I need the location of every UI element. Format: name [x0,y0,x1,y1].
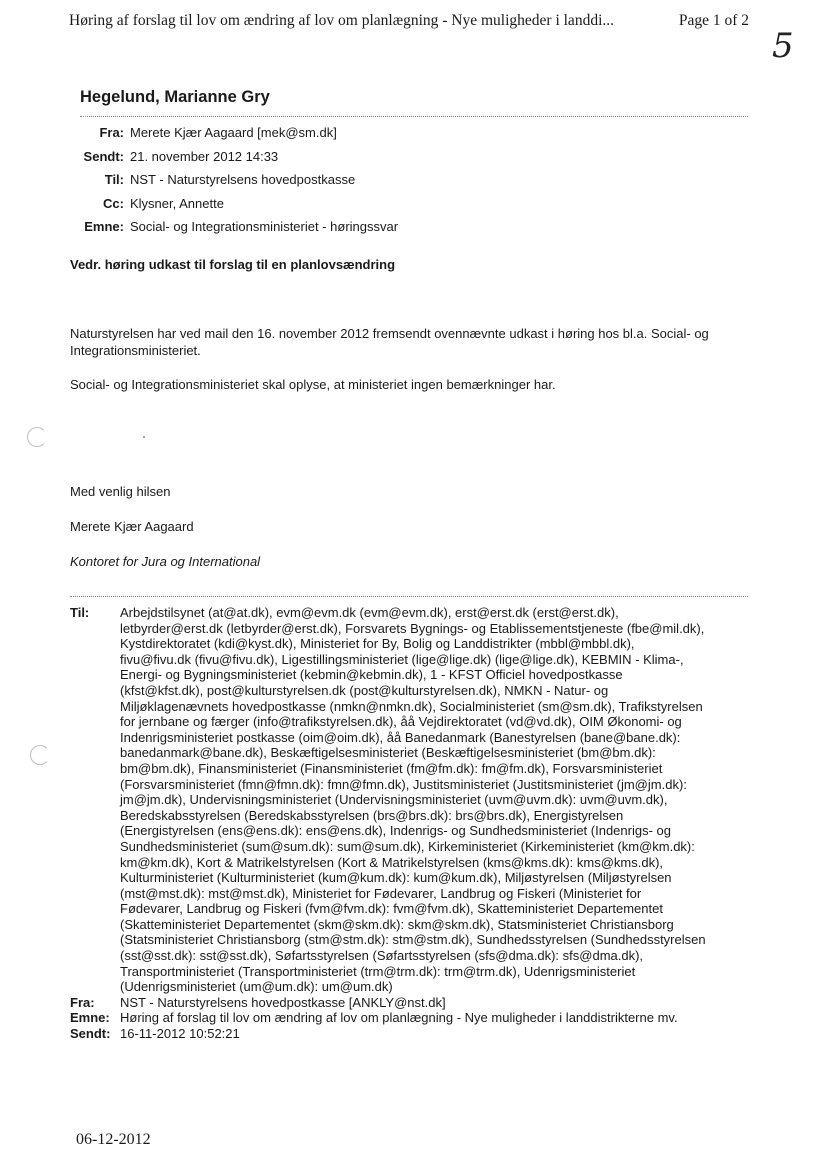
body-paragraph-2: Social- og Integrationsministeriet skal oplyse, at ministeriet ingen bemærkninger har. [70,377,556,392]
recipient-line: Fødevarer, Landbrug og Fiskeri (fvm@fvm.dk): fvm@fvm.dk), Skatteministeriet Departementet [120,901,663,917]
recipient-line: fivu@fivu.dk (fivu@fivu.dk), Ligestillingsministeriet (lige@lige.dk) (lige@lige.dk), KEBMIN - Klima-, [120,651,684,667]
forwarded-to-label: Til: [70,605,90,620]
greeting: Med venlig hilsen [70,484,171,499]
forwarded-sent-label: Sendt: [70,1026,111,1042]
cc-value: Klysner, Annette [130,195,224,211]
recipient-line: Beredskabsstyrelsen (Beredskabsstyrelsen (brs@brs.dk): brs@brs.dk), Energistyrelsen [120,807,624,823]
forwarded-sent-value: 16-11-2012 10:52:21 [120,1026,240,1042]
scan-speck [143,436,145,438]
recipient-line: Arbejdstilsynet (at@at.dk), evm@evm.dk (evm@evm.dk), erst@erst.dk (erst@erst.dk), [120,605,619,620]
footer-date: 06-12-2012 [76,1131,151,1148]
recipient-line: bm@bm.dk), Finansministeriet (Finansministeriet (fm@fm.dk): fm@fm.dk), Forsvarsministeriet [120,760,663,776]
to-value: NST - Naturstyrelsens hovedpostkasse [130,172,356,187]
message-subject-heading: Vedr. høring udkast til forslag til en planlovsændring [70,257,396,272]
from-value: Merete Kjær Aagaard [mek@sm.dk] [130,125,337,140]
recipient-line: Transportministeriet (Transportministeriet (trm@trm.dk): trm@trm.dk), Udenrigsministeriet [120,963,636,979]
recipient-line: letbyrder@erst.dk (letbyrder@erst.dk), Forsvarets Bygnings- og Etablissementstjeneste (fbe@mil.dk), [120,620,705,636]
recipient-line: Miljøklagenævnets hovedpostkasse (nmkn@nmkn.dk), Socialministeriet (sm@sm.dk), Trafikstyrelsen [120,698,703,714]
recipient-line: Kystdirektoratet (kdi@kyst.dk), Ministeriet for By, Bolig og Landdistrikter (mbbl@mbbl.dk), [120,636,635,652]
signature-name: Merete Kjær Aagaard [70,519,194,534]
subject-label: Emne: [84,219,124,234]
cc-label: Cc: [103,195,124,211]
recipient-line: Energi- og Bygningsministeriet (kebmin@kebmin.dk), 1 - KFST Officiel hovedpostkasse [120,667,623,683]
print-header-title: Høring af forslag til lov om ændring af lov om planlægning - Nye muligheder i landdi... [69,12,614,29]
sent-value: 21. november 2012 14:33 [130,148,279,164]
subject-value: Social- og Integrationsministeriet - høringssvar [130,219,399,234]
forwarded-subject-row [70,1010,760,1026]
recipient-line: jm@jm.dk), Undervisningsministeriet (Undervisningsministeriet (uvm@uvm.dk): uvm@uvm.dk), [120,792,668,808]
recipient-line: (Energistyrelsen (ens@ens.dk): ens@ens.dk), Indenrigs- og Sundhedsministeriet (Indenrigs- og [120,823,671,839]
recipient-line: (mst@mst.dk): mst@mst.dk), Ministeriet for Fødevarer, Landbrug og Fiskeri (Ministeriet for [120,885,642,901]
recipient-line: Sundhedsministeriet (sum@sum.dk): sum@sum.dk), Kirkeministeriet (Kirkeministeriet (km@km.dk): [120,838,695,854]
forwarded-from-row [70,995,760,1011]
to-label: Til: [104,172,124,187]
forwarded-header [70,605,760,1042]
email-cc-row [80,196,398,220]
recipient-line: Indenrigsministeriet postkasse (oim@oim.dk), åå Banedanmark (Banestyrelsen (bane@bane.dk): [120,729,681,745]
page-indicator: Page 1 of 2 [678,12,749,29]
recipient-line: (kfst@kfst.dk), post@kulturstyrelsen.dk (post@kulturstyrelsen.dk), NMKN - Natur- og [120,682,609,698]
punch-hole-mark [30,745,50,765]
recipient-line: banedanmark@bane.dk), Beskæftigelsesministeriet (Beskæftigelsesministeriet (bm@bm.dk): [120,745,656,761]
recipient-line: (Statsministeriet Christiansborg (stm@stm.dk): stm@stm.dk), Sundhedsstyrelsen (Sundhedsstyrelsen [120,932,706,948]
forwarded-subject-label: Emne: [70,1010,110,1026]
recipient-line: (Forsvarsministeriet (fmn@fmn.dk): fmn@fmn.dk), Justitsministeriet (Justitsministeriet (jm@jm.dk): [120,776,687,792]
forward-divider [70,596,748,597]
header-divider [80,116,748,117]
email-sent-row [80,149,398,173]
forwarded-to-list [120,605,760,995]
from-label: Fra: [99,125,124,140]
email-subject-row [80,219,398,243]
recipient-line: (Skatteministeriet Departementet (skm@skm.dk): skm@skm.dk), Statsministeriet Christiansborg [120,916,674,932]
email-header [80,125,398,243]
forwarded-sent-row [70,1026,760,1042]
handwritten-page-number: 5 [772,26,794,66]
recipient-line: for jernbane og færger (info@trafikstyrelsen.dk), åå Vejdirektoratet (vd@vd.dk), OIM Økonomi- og [120,714,682,730]
print-header [69,12,749,30]
punch-hole-mark [27,427,47,447]
recipient-line: km@km.dk), Kort & Matrikelstyrelsen (Kort & Matrikelstyrelsen (kms@kms.dk): kms@kms.dk), [120,854,664,870]
forwarded-subject-value: Høring af forslag til lov om ændring af lov om planlægning - Nye muligheder i landdistrikterne mv. [120,1010,678,1026]
recipient-line: Kulturministeriet (Kulturministeriet (kum@kum.dk): kum@kum.dk), Miljøstyrelsen (Miljøstyrelsen [120,870,672,886]
email-to-row [80,172,398,196]
body-paragraph-1: Naturstyrelsen har ved mail den 16. november 2012 fremsendt ovennævnte udkast i høring hos bl.a. Social- og Integrationsministeriet. [70,326,709,358]
recipient-line: (Udenrigsministeriet (um@um.dk): um@um.dk) [120,979,393,995]
recipient-line: (sst@sst.dk): sst@sst.dk), Søfartsstyrelsen (Søfartsstyrelsen (sfs@dma.dk): sfs@dma.dk), [120,948,644,964]
forwarded-from-label: Fra: [70,994,95,1010]
forwarded-from-value: NST - Naturstyrelsens hovedpostkasse [ANKLY@nst.dk] [120,994,446,1010]
mailbox-owner-name: Hegelund, Marianne Gry [80,88,270,106]
forwarded-to-row [70,605,760,995]
sent-label: Sendt: [83,148,124,164]
email-from-row [80,125,398,149]
signature-office: Kontoret for Jura og International [70,554,261,569]
